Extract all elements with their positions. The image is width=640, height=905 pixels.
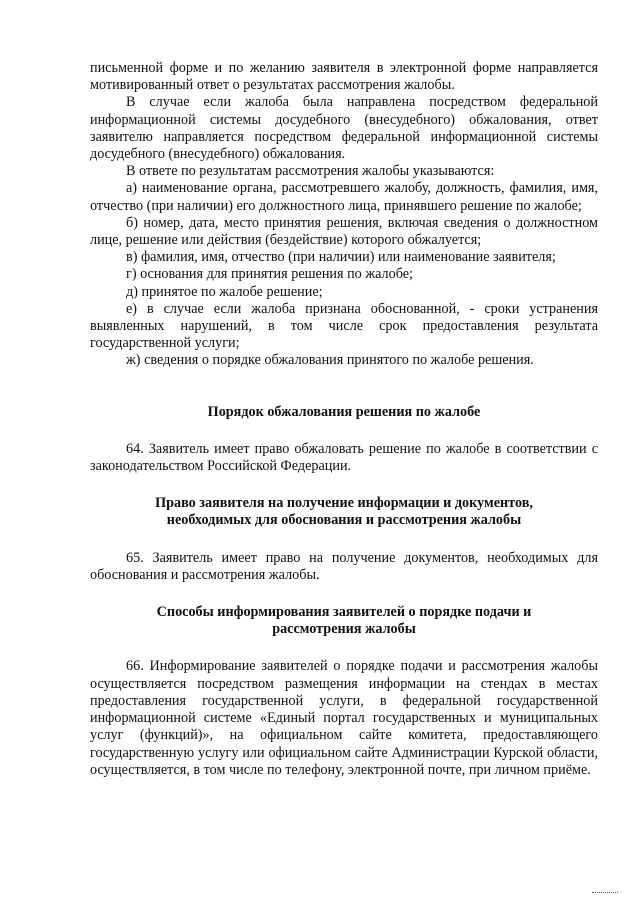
list-item-d: д) принятое по жалобе решение; xyxy=(126,283,323,300)
list-item-b: б) номер, дата, место принятия решения, включая сведения о должностном лице, решение или действия (бездействие) которого обжалуется; xyxy=(90,214,598,249)
section-text-65: 65. Заявитель имеет право на получение документов, необходимых для обоснования и рассмотрения жалобы. xyxy=(90,549,598,583)
list-item-g: г) основания для принятия решения по жалобе; xyxy=(126,266,413,283)
paragraph-response-contents: В ответе по результатам рассмотрения жалобы указываются: xyxy=(126,163,495,180)
spacer xyxy=(90,475,598,495)
paragraph-response-form: письменной форме и по желанию заявителя в электронной форме направляется мотивированный ответ о результатах рассмотрения жалобы. xyxy=(90,60,598,94)
list-item-zh: ж) сведения о порядке обжалования принятого по жалобе решения. xyxy=(126,352,534,369)
section-text-66: 66. Информирование заявителей о порядке подачи и рассмотрения жалобы осуществляется посредством размещения информации на стендах в местах предоставления государственной услуги, в федеральной государственной информационной системе «Единый портал государственных и муниципальных услуг (функций)», на официальном сайте комитета, предоставляющего государственную услугу или официальном сайте Администрации Курской области, осуществляется, в том числе по телефону, электронной почте, при личном приёме. xyxy=(90,658,598,778)
spacer xyxy=(90,530,598,550)
list-item-a: а) наименование органа, рассмотревшего жалобу, должность, фамилия, имя, отчество (при наличии) его должностного лица, принявшего решение по жалобе; xyxy=(90,180,598,214)
spacer xyxy=(90,370,598,404)
section-heading-66-line2: рассмотрения жалобы xyxy=(272,621,416,638)
section-heading-65-line2: необходимых для обоснования и рассмотрения жалобы xyxy=(166,512,522,529)
spacer xyxy=(90,638,598,658)
spacer xyxy=(90,421,598,441)
section-heading-65-line1: Право заявителя на получение информации и документов, xyxy=(155,495,533,512)
document-body xyxy=(90,60,598,779)
paragraph-federal-system: В случае если жалоба была направлена посредством федеральной информационной системы досудебного (внесудебного) обжалования, ответ заявителю направляется посредством федеральной информационной системы досудебного (внесудебного) обжалования. xyxy=(90,94,598,163)
spacer xyxy=(90,584,598,604)
section-heading-66-line1: Способы информирования заявителей о порядке подачи и xyxy=(156,604,532,621)
list-item-e: е) в случае если жалоба признана обоснованной, - сроки устранения выявленных нарушений, в том числе срок предоставления результата государственной услуги; xyxy=(90,300,598,352)
list-item-v: в) фамилия, имя, отчество (при наличии) или наименование заявителя; xyxy=(126,249,556,266)
footer-dotted-mark xyxy=(592,892,618,895)
section-heading-64: Порядок обжалования решения по жалобе xyxy=(207,403,481,420)
section-text-64: 64. Заявитель имеет право обжаловать решение по жалобе в соответствии с законодательством Российской Федерации. xyxy=(90,440,598,475)
